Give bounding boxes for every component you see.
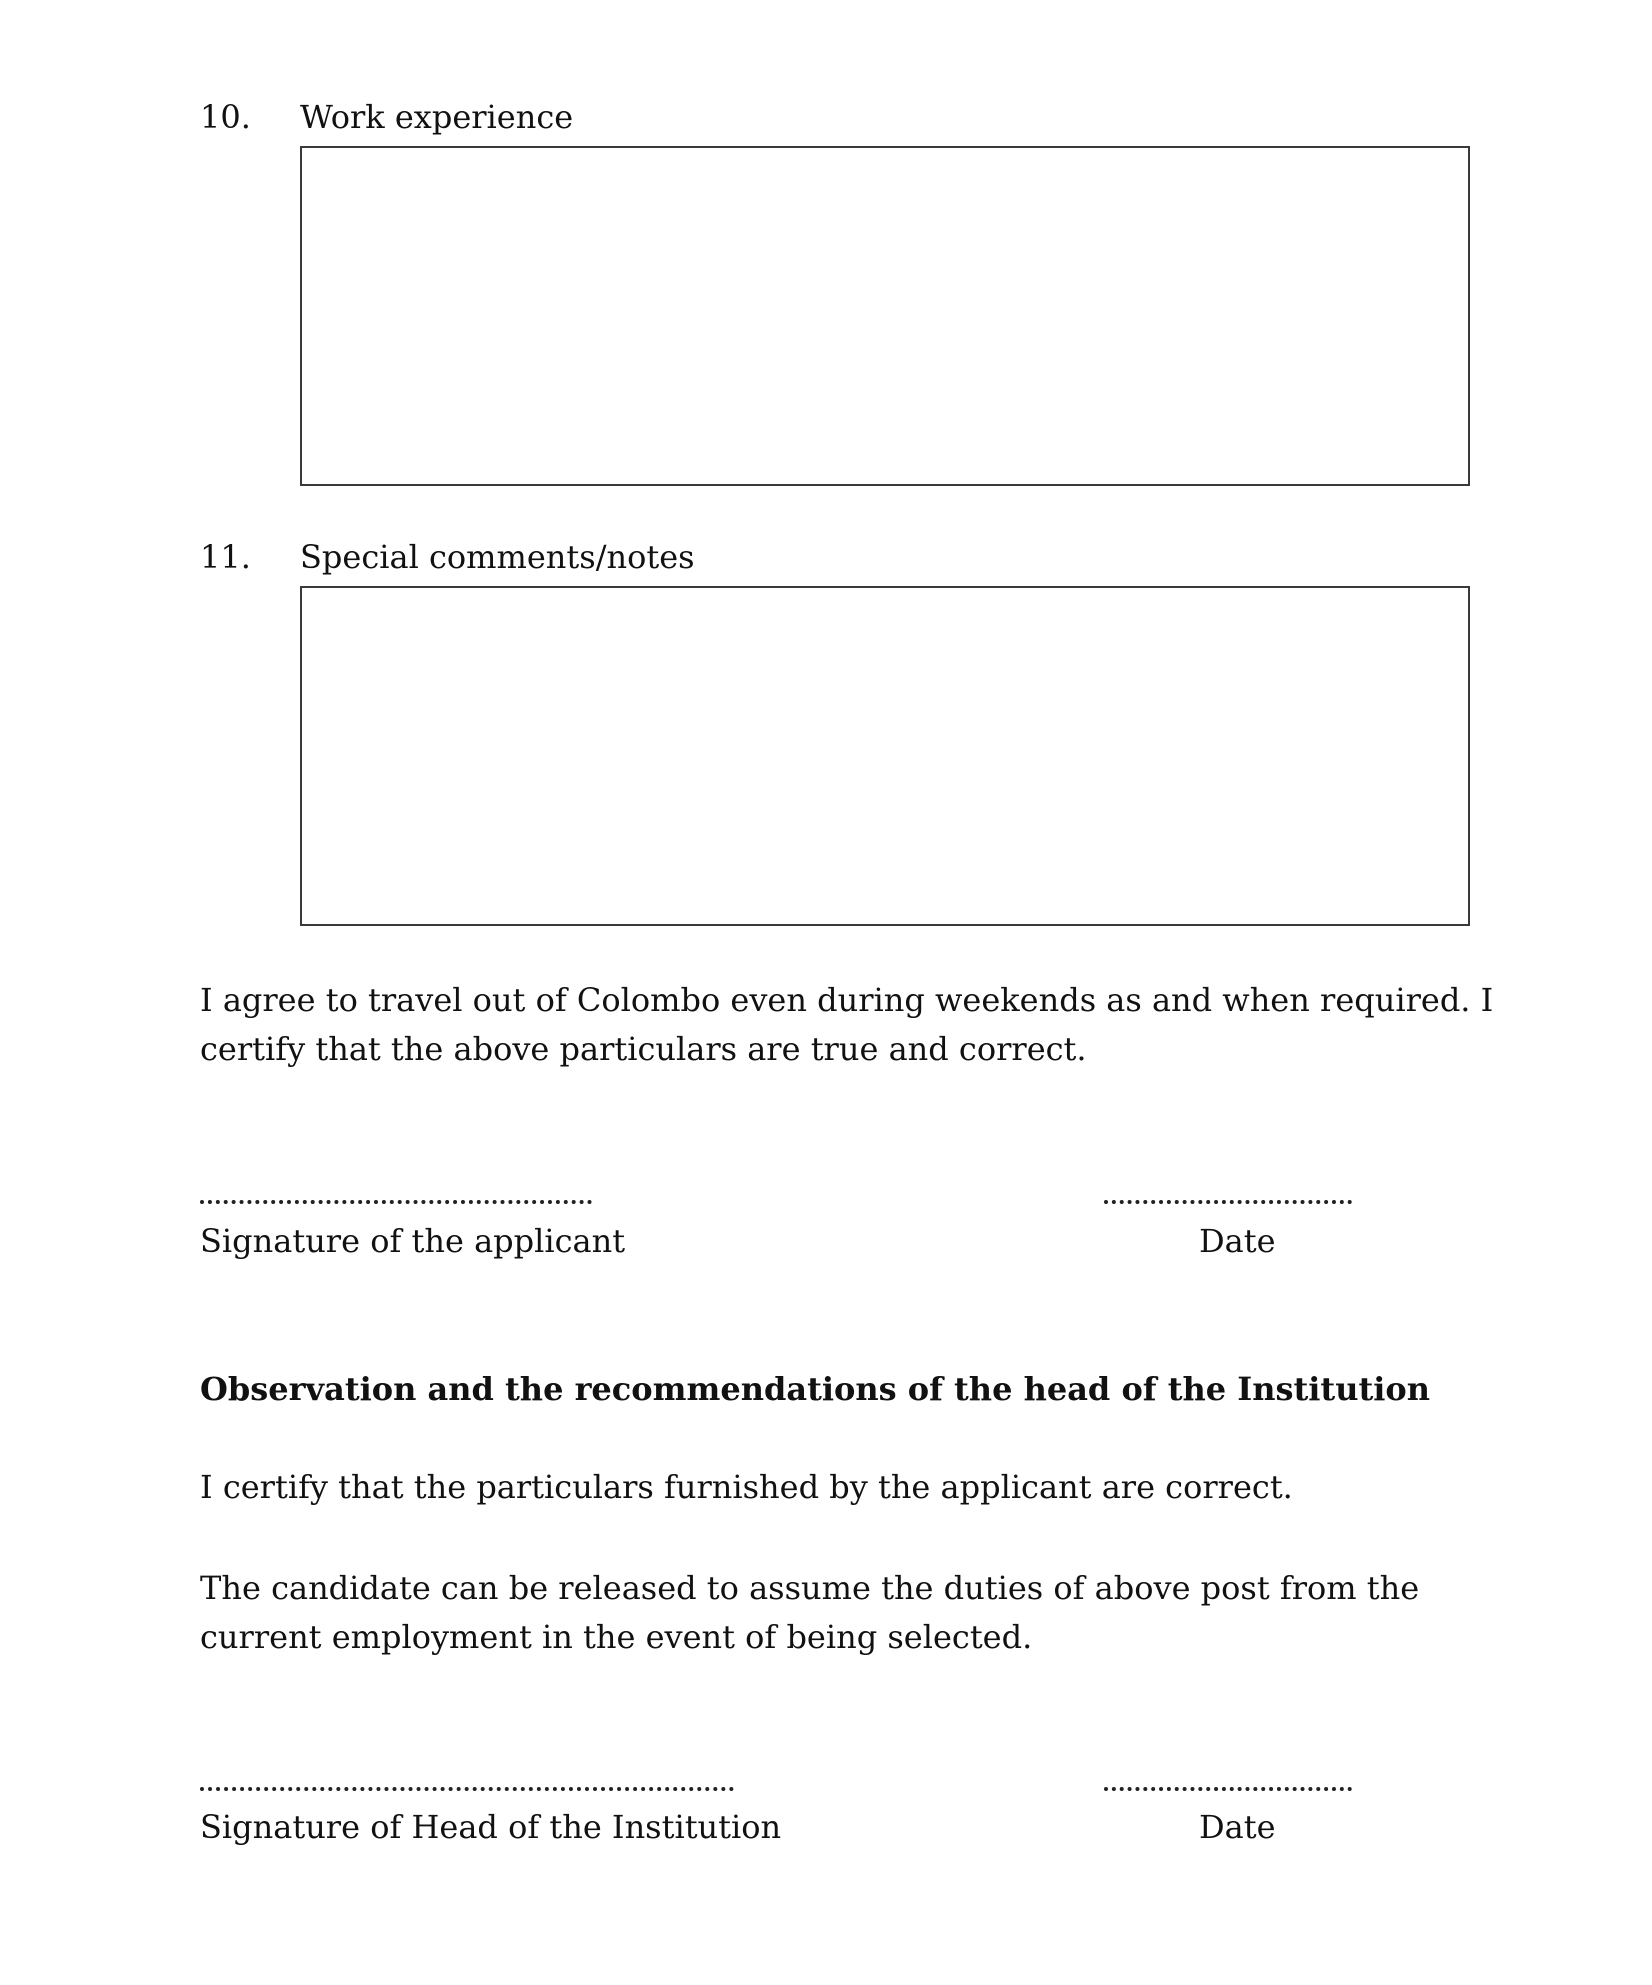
head-date-label: Date <box>1199 1808 1276 1846</box>
certify-statement: I certify that the particulars furnished by the applicant are correct. <box>200 1468 1293 1506</box>
release-line-1: The candidate can be released to assume the duties of above post from the <box>200 1569 1420 1607</box>
work-experience-field[interactable] <box>300 146 1470 486</box>
release-statement <box>200 1564 1419 1662</box>
applicant-signature-line <box>200 1200 592 1204</box>
head-date-line <box>1104 1787 1352 1791</box>
special-comments-label: Special comments/notes <box>300 538 695 576</box>
declaration-line-2: certify that the above particulars are true and correct. <box>200 1030 1087 1068</box>
declaration-line-1: I agree to travel out of Colombo even during weekends as and when required. I <box>200 981 1494 1019</box>
special-comments-field[interactable] <box>300 586 1470 926</box>
work-experience-label: Work experience <box>300 98 574 136</box>
recommendation-heading: Observation and the recommendations of the head of the Institution <box>200 1370 1431 1408</box>
declaration-text <box>200 976 1493 1074</box>
item-number-11: 11. <box>200 538 251 576</box>
release-line-2: current employment in the event of being selected. <box>200 1618 1033 1656</box>
applicant-signature-label: Signature of the applicant <box>200 1222 626 1260</box>
applicant-date-label: Date <box>1199 1222 1276 1260</box>
item-number-10: 10. <box>200 98 251 136</box>
head-signature-label: Signature of Head of the Institution <box>200 1808 782 1846</box>
head-signature-line <box>200 1787 734 1791</box>
applicant-date-line <box>1104 1200 1352 1204</box>
